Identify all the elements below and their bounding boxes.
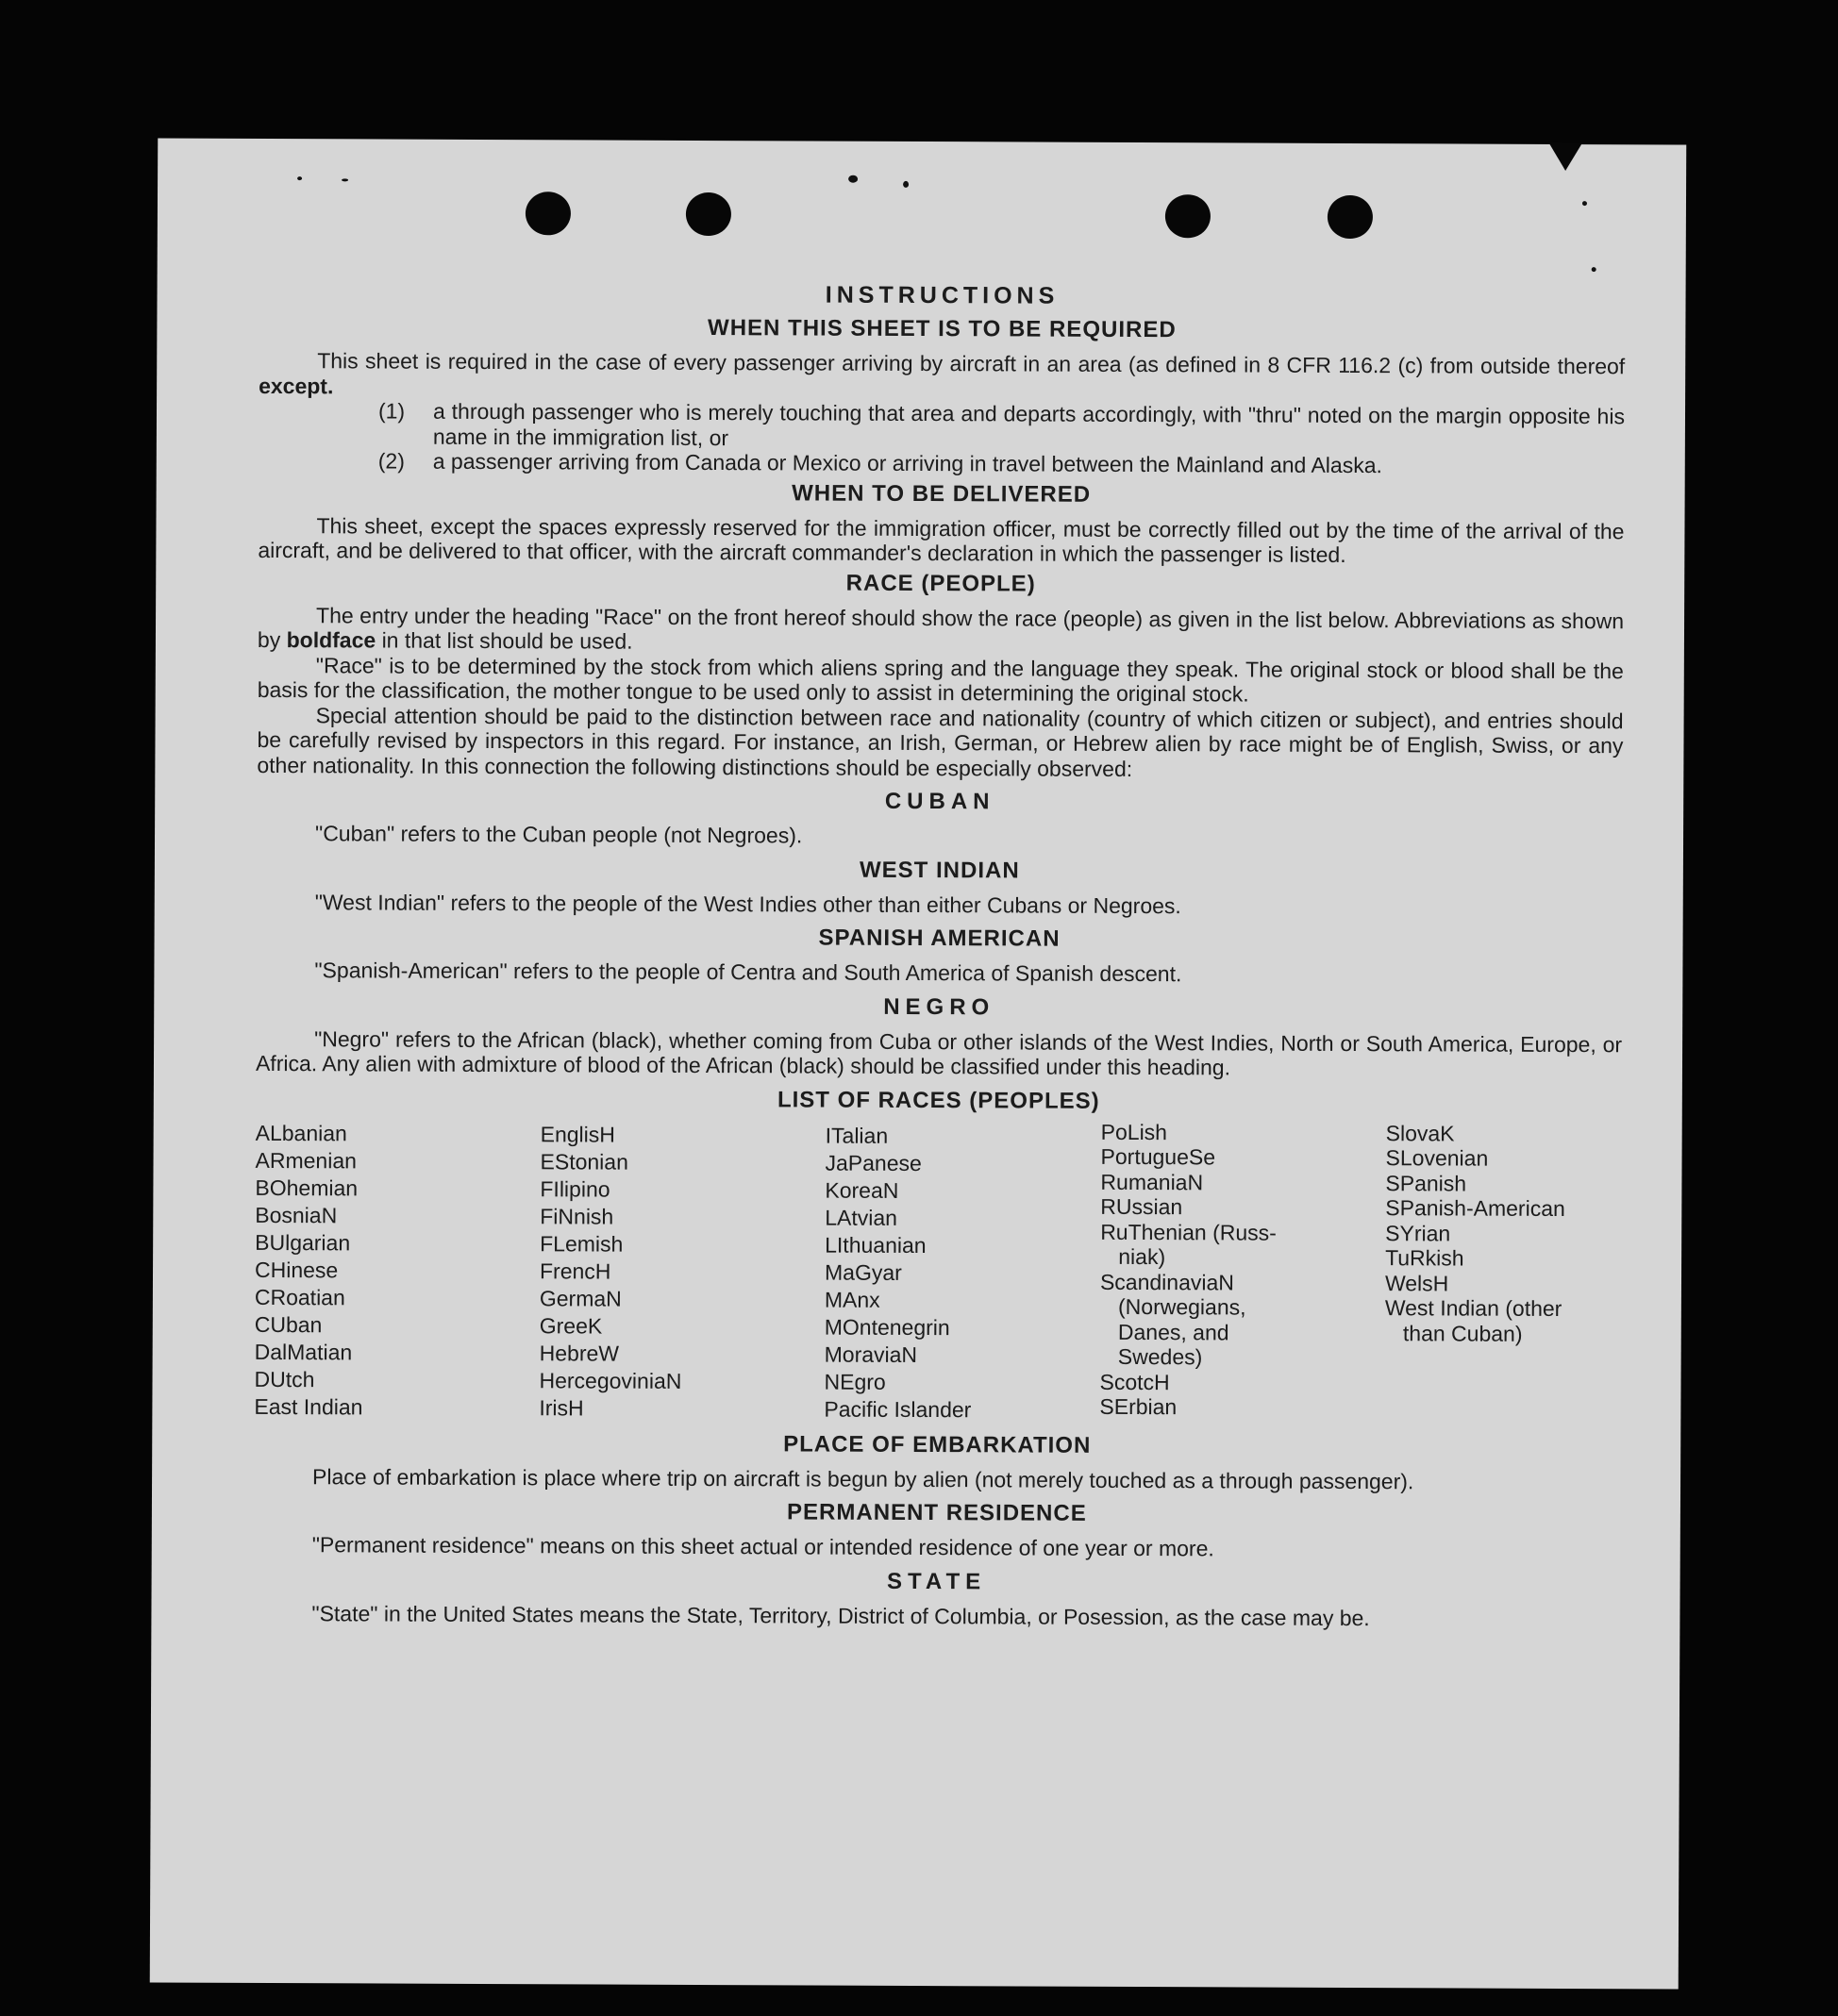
race-item: Danes, and xyxy=(1099,1319,1229,1344)
state-text: "State" in the United States means the State, Territory, District of Columbia, or Posession, as the case may be. xyxy=(311,1600,1370,1630)
speck xyxy=(1592,267,1596,272)
race-item: MAnx xyxy=(824,1287,880,1312)
race-item: SLovenian xyxy=(1385,1145,1489,1171)
race-item: RuThenian (Russ- xyxy=(1100,1219,1277,1245)
race-item: niak) xyxy=(1100,1243,1166,1270)
race-item: HercegoviniaN xyxy=(539,1367,682,1393)
section-heading-negro: NEGRO xyxy=(883,993,995,1020)
race-item: Swedes) xyxy=(1099,1343,1203,1370)
punch-hole xyxy=(1165,194,1211,238)
race-item: RumaniaN xyxy=(1100,1169,1204,1194)
race-item: PortugueSe xyxy=(1100,1143,1216,1170)
race-item: SPanish xyxy=(1385,1170,1467,1196)
race-item: SErbian xyxy=(1099,1393,1178,1420)
race-item: CRoatian xyxy=(254,1284,345,1309)
section-heading-west-indian: WEST INDIAN xyxy=(859,857,1020,883)
race-item: FiNnish xyxy=(540,1203,614,1229)
delivered-text: This sheet, except the spaces expressly reserved for the immigration officer, must be correctly filled out by the time of the arrival of the aircraft, and be delivered to that officer, with the aircraft commander's declaration in which the passenger is listed. xyxy=(258,512,1625,567)
race-item: KoreaN xyxy=(825,1177,899,1203)
speck xyxy=(1582,201,1587,206)
required-intro: This sheet is required in the case of every passenger arriving by aircraft in an area (as defined in 8 CFR 116.2 (c) from outside thereof except. xyxy=(259,348,1626,398)
races-list xyxy=(254,1119,1621,1425)
race-paragraph-3: Special attention should be paid to the distinction between race and nationality (country of which citizen or subject), and entries should be carefully revised by inspectors in this regard. For instance, an Irish, German, or Hebrew alien by race might be of English, Swiss, or any other nationality. In this connection the following distinctions should be especially observed: xyxy=(257,702,1624,781)
instructions-content xyxy=(253,278,1625,1631)
race-item: LIthuanian xyxy=(825,1232,927,1258)
race-item: ALbanian xyxy=(255,1120,347,1145)
speck xyxy=(903,181,909,188)
race-item: than Cuban) xyxy=(1384,1320,1523,1346)
race-item: LAtvian xyxy=(825,1205,898,1230)
punch-hole xyxy=(526,192,571,235)
race-item: DalMatian xyxy=(254,1339,353,1364)
races-column xyxy=(824,1122,1100,1424)
race-item: JaPanese xyxy=(825,1150,922,1175)
race-item: BosniaN xyxy=(255,1202,338,1227)
race-item: NEgro xyxy=(824,1369,886,1394)
race-item: (Norwegians, xyxy=(1099,1293,1246,1320)
race-item: DUtch xyxy=(254,1366,315,1391)
races-column xyxy=(1099,1119,1385,1425)
section-heading-delivered: WHEN TO BE DELIVERED xyxy=(792,479,1092,508)
race-item: GreeK xyxy=(539,1312,603,1339)
race-item: EnglisH xyxy=(540,1121,615,1147)
punch-hole xyxy=(1328,195,1373,239)
race-item: SlovaK xyxy=(1385,1120,1455,1145)
race-item: BOhemian xyxy=(255,1175,359,1200)
cuban-text: "Cuban" refers to the Cuban people (not Negroes). xyxy=(315,821,803,848)
negro-text: "Negro" refers to the African (black), whether coming from Cuba or other islands of the West Indies, North or South America, Europe, or Africa. Any alien with admixture of blood of the African (black) should be classified under this heading. xyxy=(255,1025,1623,1080)
race-item: East Indian xyxy=(254,1393,363,1419)
race-item: MaGyar xyxy=(824,1259,902,1285)
race-item: ARmenian xyxy=(255,1147,357,1173)
race-item: HebreW xyxy=(539,1340,620,1366)
speck xyxy=(297,176,302,180)
section-heading-race: RACE (PEOPLE) xyxy=(845,570,1036,597)
torn-corner xyxy=(1548,142,1582,171)
section-heading-spanish-american: SPANISH AMERICAN xyxy=(818,925,1061,952)
west-indian-text: "West Indian" refers to the people of the West Indies other than either Cubans or Negroes. xyxy=(314,889,1181,918)
section-heading-list-of-races: LIST OF RACES (PEOPLES) xyxy=(777,1086,1100,1114)
race-item: CUban xyxy=(254,1311,323,1337)
section-heading-state: STATE xyxy=(886,1568,987,1594)
race-item: ScandinaviaN xyxy=(1099,1269,1234,1294)
race-item: IrisH xyxy=(539,1394,584,1420)
race-item: MOntenegrin xyxy=(824,1314,950,1340)
race-item: ITalian xyxy=(825,1123,889,1148)
section-heading-embarkation: PLACE OF EMBARKATION xyxy=(783,1430,1092,1458)
race-item: FrencH xyxy=(539,1258,611,1284)
race-item: EStonian xyxy=(540,1148,628,1175)
speck xyxy=(342,178,348,181)
page-title: INSTRUCTIONS xyxy=(825,281,1060,309)
speck xyxy=(848,175,858,183)
document-page xyxy=(150,138,1687,1989)
race-item: BUlgarian xyxy=(255,1229,351,1255)
section-heading-cuban: CUBAN xyxy=(884,788,995,815)
section-heading-residence: PERMANENT RESIDENCE xyxy=(787,1499,1087,1526)
race-item: FIlipino xyxy=(540,1175,610,1202)
residence-text: "Permanent residence" means on this sheet actual or intended residence of one year or more. xyxy=(311,1532,1214,1561)
punch-hole xyxy=(686,192,731,236)
race-item: FLemish xyxy=(540,1230,624,1257)
spanish-american-text: "Spanish-American" refers to the people of Centra and South America of Spanish descent. xyxy=(314,958,1182,987)
race-item: MoraviaN xyxy=(824,1341,918,1367)
races-column xyxy=(1384,1121,1630,1426)
race-item: GermaN xyxy=(539,1285,622,1311)
race-item: PoLish xyxy=(1100,1119,1168,1144)
races-column xyxy=(254,1119,540,1421)
exception-item: (1) a through passenger who is merely touching that area and departs accordingly, with "thru" noted on the margin opposite his name in the immigration list, or xyxy=(377,398,1626,450)
race-item: ScotcH xyxy=(1099,1369,1170,1394)
race-item: Pacific Islander xyxy=(824,1396,972,1422)
race-item: SYrian xyxy=(1385,1220,1451,1245)
race-item: West Indian (other xyxy=(1384,1295,1562,1321)
races-column xyxy=(539,1121,825,1423)
section-heading-required: WHEN THIS SHEET IS TO BE REQUIRED xyxy=(708,315,1177,343)
exception-item: (2) a passenger arriving from Canada or Mexico or arriving in travel between the Mainland and Alaska. xyxy=(377,448,1382,478)
race-item: TuRkish xyxy=(1385,1245,1464,1271)
race-paragraph-2: "Race" is to be determined by the stock from which aliens spring and the language they speak. The original stock or blood shall be the basis for the classification, the mother tongue to be used only to assist in determining the original stock. xyxy=(257,652,1624,707)
race-paragraph-1: The entry under the heading "Race" on the front hereof should show the race (people) as given in the list below. Abbreviations as shown by boldface in that list should be used. xyxy=(257,602,1625,654)
race-item: CHinese xyxy=(254,1257,339,1282)
race-item: RUssian xyxy=(1100,1193,1183,1220)
embarkation-text: Place of embarkation is place where trip on aircraft is begun by alien (not merely touched as a through passenger). xyxy=(312,1463,1414,1493)
race-item: WelsH xyxy=(1384,1270,1449,1295)
race-item: SPanish-American xyxy=(1385,1195,1565,1221)
